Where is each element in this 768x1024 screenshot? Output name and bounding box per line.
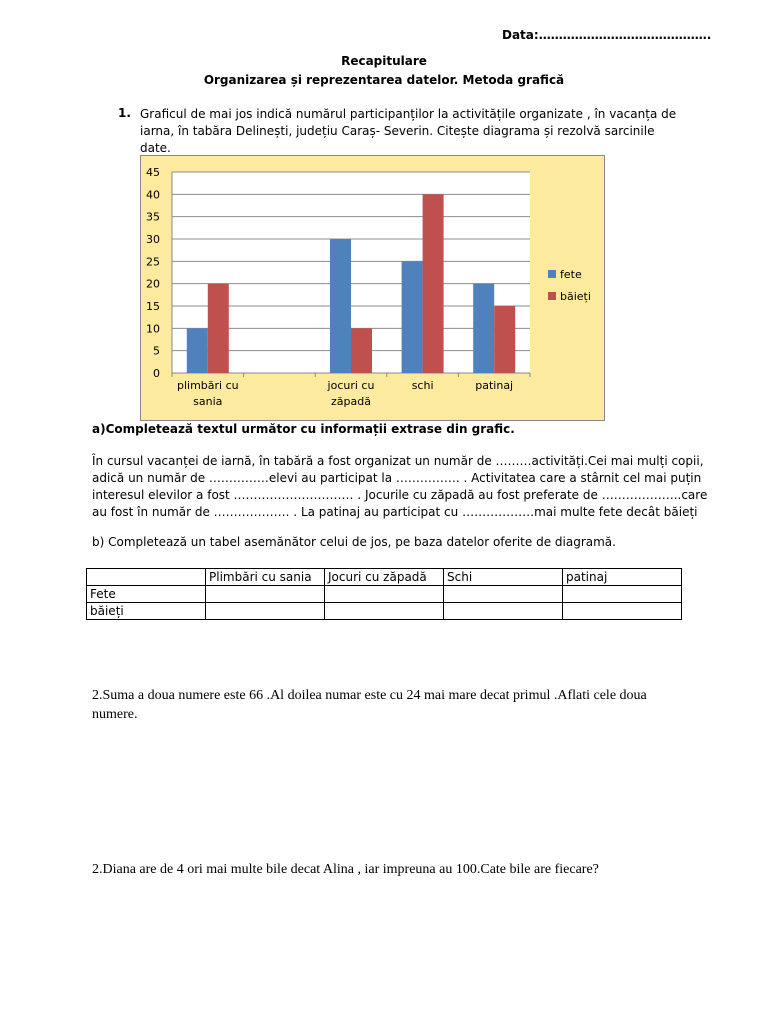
bar-series-2 bbox=[494, 306, 515, 373]
table-cell[interactable] bbox=[325, 586, 444, 603]
page-title: Recapitulare bbox=[341, 54, 427, 68]
table-cell[interactable] bbox=[444, 603, 563, 620]
table-cell[interactable] bbox=[563, 603, 682, 620]
answer-table bbox=[86, 568, 682, 620]
x-tick-label: plimbări cu bbox=[176, 379, 239, 392]
y-tick-label: 30 bbox=[146, 233, 160, 246]
legend-label: băieți bbox=[560, 290, 591, 303]
bar-series-2 bbox=[208, 284, 229, 373]
table-header-cell bbox=[87, 569, 206, 586]
legend-label: fete bbox=[560, 268, 582, 281]
y-tick-label: 20 bbox=[146, 277, 160, 291]
bar-series-1 bbox=[330, 239, 351, 373]
legend-swatch bbox=[548, 270, 556, 278]
bar-series-1 bbox=[473, 284, 494, 373]
question-1-text: Graficul de mai jos indică numărul participanților la activitățile organizate , în vacanța de iarna, în tabăra Delinești, județiu Caraș- Severin. Citește diagrama și rezolvă sarcinile date. bbox=[140, 107, 677, 155]
table-header-cell: Plimbări cu sania bbox=[206, 569, 325, 586]
table-cell[interactable] bbox=[325, 603, 444, 620]
table-header-cell: Schi bbox=[444, 569, 563, 586]
question-3-text: 2.Diana are de 4 ori mai multe bile decat Alina , iar impreuna au 100.Cate bile are fiecare? bbox=[92, 862, 599, 877]
table-row-label: băieți bbox=[87, 603, 206, 620]
table-cell[interactable] bbox=[206, 586, 325, 603]
table-cell[interactable] bbox=[444, 586, 563, 603]
table-row-label: Fete bbox=[87, 586, 206, 603]
y-tick-label: 15 bbox=[146, 300, 160, 313]
table-header-cell: Jocuri cu zăpadă bbox=[325, 569, 444, 586]
y-tick-label: 5 bbox=[153, 344, 160, 358]
bar-chart bbox=[140, 155, 605, 421]
x-tick-label: schi bbox=[411, 379, 434, 392]
table-row bbox=[87, 603, 682, 620]
table-cell[interactable] bbox=[563, 586, 682, 603]
legend-swatch bbox=[548, 292, 556, 300]
page-subtitle: Organizarea și reprezentarea datelor. Metoda grafică bbox=[203, 73, 565, 87]
task-a-heading: a)Completează textul următor cu informații extrase din grafic. bbox=[92, 422, 515, 436]
y-tick-label: 25 bbox=[146, 255, 160, 269]
x-tick-label: zăpadă bbox=[331, 395, 371, 408]
x-tick-label: sania bbox=[193, 395, 223, 408]
bar-series-2 bbox=[351, 328, 372, 373]
x-tick-label: patinaj bbox=[475, 379, 514, 392]
question-1-number: 1. bbox=[118, 106, 131, 120]
task-a-line-3: interesul elevilor a fost ………………………… . Jocurile cu zăpadă au fost preferate de ………………..care bbox=[92, 488, 708, 502]
table-row bbox=[87, 586, 682, 603]
table-cell[interactable] bbox=[206, 603, 325, 620]
task-a-line-4: au fost în număr de ………………. . La patinaj au participat cu ………………mai multe fete decât băieți bbox=[92, 505, 698, 519]
bar-series-2 bbox=[423, 194, 444, 373]
table-header-cell: patinaj bbox=[563, 569, 682, 586]
date-label: Data:……………………………………. bbox=[502, 28, 712, 42]
table-header-row bbox=[87, 569, 682, 586]
task-a-line-2: adică un număr de ……………elevi au participat la ……………. . Activitatea care a stârnit cel mai puțin bbox=[92, 471, 702, 485]
bar-series-1 bbox=[187, 328, 208, 373]
y-tick-label: 0 bbox=[153, 367, 160, 380]
y-tick-label: 40 bbox=[146, 188, 160, 202]
task-a-line-1: În cursul vacanței de iarnă, în tabără a fost organizat un număr de ………activități.Cei mai mulți copii, bbox=[92, 454, 704, 468]
x-tick-label: jocuri cu bbox=[327, 379, 375, 392]
task-b-heading: b) Completează un tabel asemănător celui de jos, pe baza datelor oferite de diagramă. bbox=[92, 535, 616, 549]
question-2-text: 2.Suma a doua numere este 66 .Al doilea numar este cu 24 mai mare decat primul .Aflati cele doua numere. bbox=[92, 688, 647, 722]
y-tick-label: 35 bbox=[146, 210, 160, 224]
bar-series-1 bbox=[402, 261, 423, 373]
y-tick-label: 45 bbox=[146, 166, 160, 179]
y-tick-label: 10 bbox=[146, 322, 160, 336]
